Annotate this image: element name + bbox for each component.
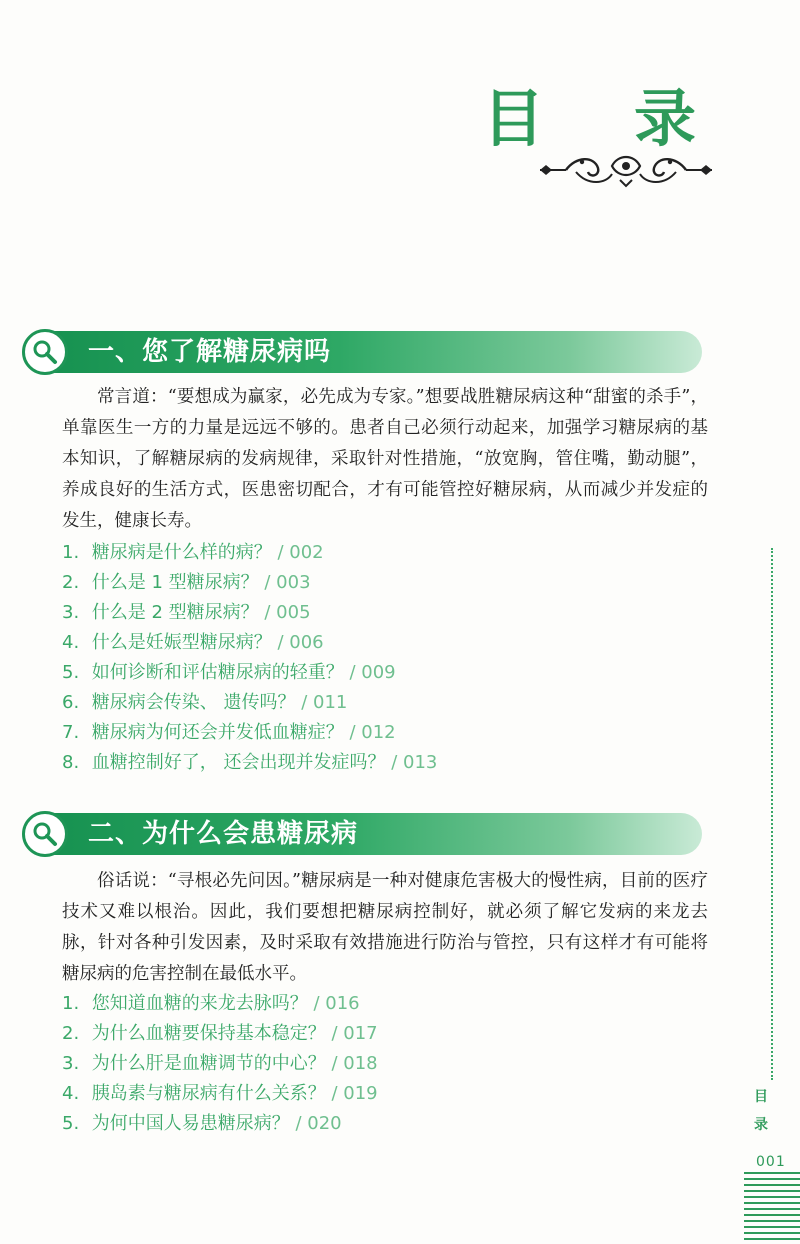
toc-item-number: 3. <box>62 602 80 623</box>
toc-item[interactable] <box>62 688 437 718</box>
section-intro: 常言道：“要想成为赢家，必先成为专家。”想要战胜糖尿病这种“甜蜜的杀手”，单靠医生一方的力量是远远不够的。患者自己必须行动起来，加强学习糖尿病的基本知识，了解糖尿病的发病规律，采取针对性措施，“放宽胸，管住嘴，勤动腿”，养成良好的生活方式，医患密切配合，才有可能管控好糖尿病，从而减少并发症的发生，健康长寿。 <box>62 387 708 531</box>
toc-item-number: 8. <box>62 752 80 773</box>
toc-item[interactable] <box>62 1079 378 1109</box>
toc-item-number: 1. <box>62 993 80 1014</box>
toc-item-page: / 016 <box>313 993 360 1014</box>
title-block <box>482 82 730 155</box>
page-title: 目 录 <box>482 82 730 155</box>
toc-item-title: 糖尿病为何还会并发低血糖症？ <box>91 722 344 743</box>
margin-label: 目 <box>754 1089 768 1105</box>
ornament-flourish-icon <box>536 150 716 190</box>
toc-item[interactable] <box>62 989 378 1019</box>
toc-item-page: / 003 <box>264 572 311 593</box>
toc-item-title: 为何中国人易患糖尿病？ <box>91 1113 290 1134</box>
toc-item[interactable] <box>62 598 437 628</box>
toc-item-number: 1. <box>62 542 80 563</box>
toc-item-page: / 013 <box>391 752 438 773</box>
toc-item[interactable] <box>62 628 437 658</box>
toc-item-title: 您知道血糖的来龙去脉吗？ <box>91 993 308 1014</box>
page-number: 001 <box>756 1154 786 1170</box>
toc-item-page: / 017 <box>331 1023 378 1044</box>
toc-item-title: 为什么肝是血糖调节的中心？ <box>91 1053 326 1074</box>
toc-item-title: 糖尿病会传染、 遗传吗？ <box>91 692 296 713</box>
toc-item-title: 血糖控制好了， 还会出现并发症吗？ <box>91 752 386 773</box>
toc-item-number: 4. <box>62 1083 80 1104</box>
section-title: 二、为什么会患糖尿病 <box>88 819 359 849</box>
toc-item-page: / 006 <box>277 632 324 653</box>
section-title: 一、您了解糖尿病吗 <box>88 337 332 367</box>
toc-item-title: 胰岛素与糖尿病有什么关系？ <box>91 1083 326 1104</box>
toc-item-title: 什么是 1 型糖尿病？ <box>91 572 259 593</box>
toc-item[interactable] <box>62 1049 378 1079</box>
toc-item-number: 3. <box>62 1053 80 1074</box>
toc-list <box>62 538 437 778</box>
toc-item[interactable] <box>62 1109 378 1139</box>
toc-item-number: 5. <box>62 662 80 683</box>
toc-item-number: 7. <box>62 722 80 743</box>
toc-item-number: 2. <box>62 572 80 593</box>
toc-item-page: / 012 <box>349 722 396 743</box>
toc-item-number: 6. <box>62 692 80 713</box>
toc-item-page: / 005 <box>264 602 311 623</box>
toc-item[interactable] <box>62 568 437 598</box>
toc-item[interactable] <box>62 538 437 568</box>
toc-item-page: / 019 <box>331 1083 378 1104</box>
magnifier-icon <box>22 329 68 375</box>
toc-list <box>62 989 378 1139</box>
toc-item-title: 什么是妊娠型糖尿病？ <box>91 632 272 653</box>
section-heading-bar <box>22 329 702 375</box>
magnifier-icon <box>22 811 68 857</box>
toc-item[interactable] <box>62 1019 378 1049</box>
section-intro: 俗话说：“寻根必先问因。”糖尿病是一种对健康危害极大的慢性病，目前的医疗技术又难以根治。因此，我们要想把糖尿病控制好，就必须了解它发病的来龙去脉，针对各种引发因素，及时采取有效措施进行防治与管控，只有这样才有可能将糖尿病的危害控制在最低水平。 <box>62 871 708 984</box>
toc-item-title: 如何诊断和评估糖尿病的轻重？ <box>91 662 344 683</box>
margin-label: 录 <box>754 1117 768 1133</box>
toc-item-page: / 018 <box>331 1053 378 1074</box>
toc-item-page: / 002 <box>277 542 324 563</box>
toc-item-title: 糖尿病是什么样的病？ <box>91 542 272 563</box>
toc-item-title: 为什么血糖要保持基本稳定？ <box>91 1023 326 1044</box>
toc-item-page: / 011 <box>301 692 348 713</box>
toc-item-number: 4. <box>62 632 80 653</box>
margin-dotted-line <box>771 548 773 1080</box>
toc-item-page: / 009 <box>349 662 396 683</box>
toc-item-page: / 020 <box>295 1113 342 1134</box>
toc-item[interactable] <box>62 658 437 688</box>
toc-item-title: 什么是 2 型糖尿病？ <box>91 602 259 623</box>
toc-item[interactable] <box>62 718 437 748</box>
toc-item[interactable] <box>62 748 437 778</box>
toc-item-number: 2. <box>62 1023 80 1044</box>
section-heading-bar <box>22 811 702 857</box>
toc-item-number: 5. <box>62 1113 80 1134</box>
